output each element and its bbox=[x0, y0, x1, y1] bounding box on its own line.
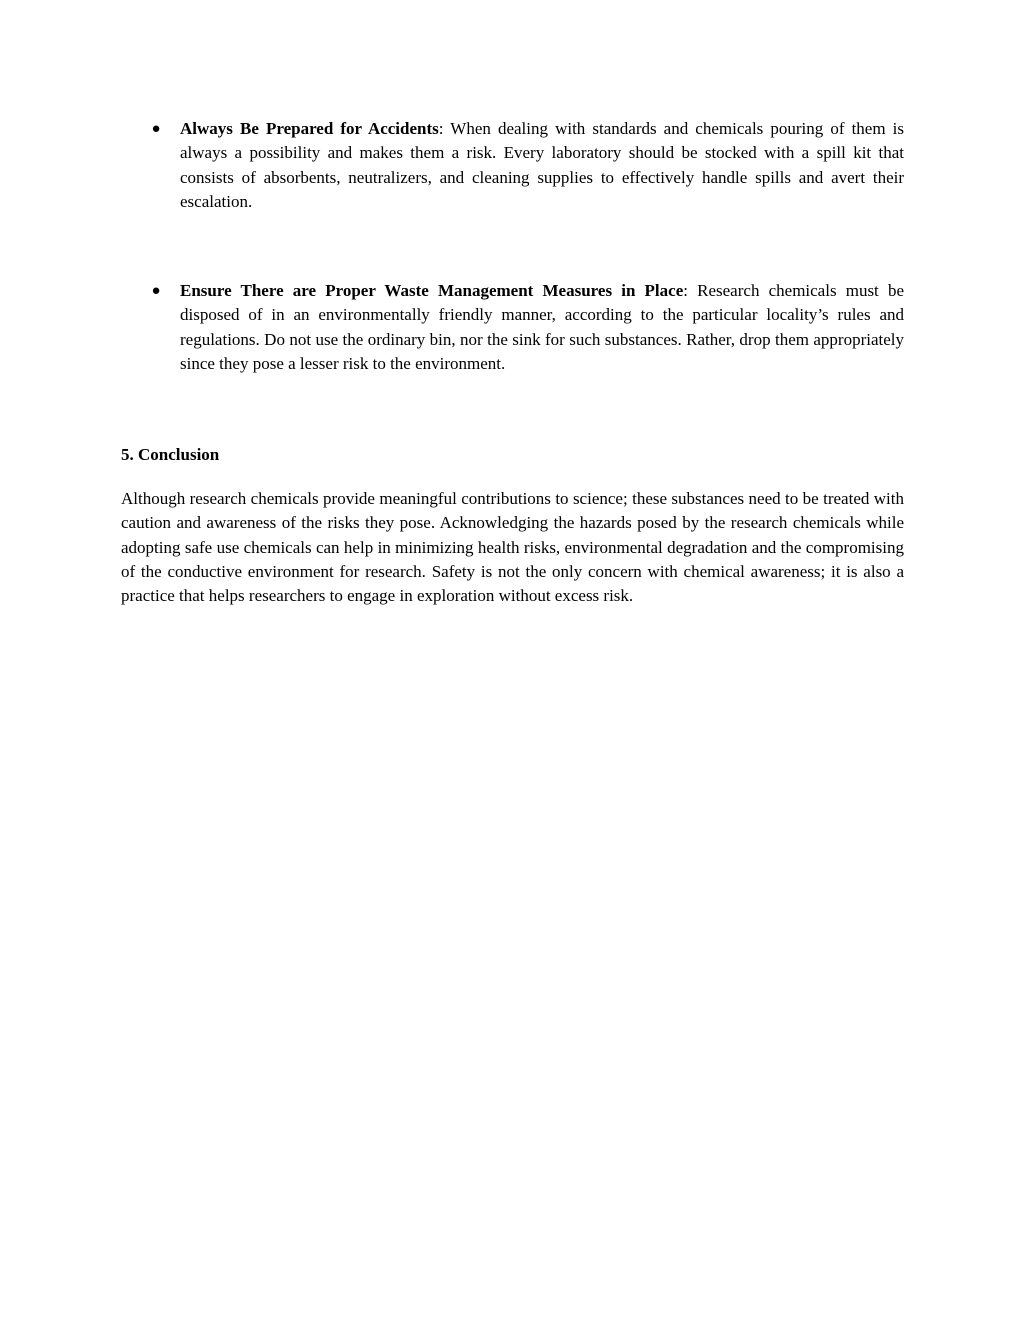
bullet-text: Research chemicals must be disposed of in an environmentally friendly manner, according to the particular locality’s rules and regulations. Do not use the ordinary bin, nor the sink for such substances. Rather, drop them appropriately since they pose a lesser risk to the environment. bbox=[180, 281, 904, 373]
bullet-item-accidents bbox=[151, 117, 904, 214]
bullet-icon: ● bbox=[151, 283, 161, 299]
bullet-title: Ensure There are Proper Waste Management Measures in Place bbox=[180, 281, 684, 300]
bullet-item-waste-management bbox=[151, 279, 904, 376]
bullet-separator: : bbox=[438, 119, 444, 138]
bullet-icon: ● bbox=[151, 121, 161, 137]
conclusion-paragraph: Although research chemicals provide meaningful contributions to science; these substances need to be treated with caution and awareness of the risks they pose. Acknowledging the hazards posed by the research chemicals while adopting safe use chemicals can help in minimizing health risks, environmental degradation and the compromising of the conductive environment for research. Safety is not the only concern with chemical awareness; it is also a practice that helps researchers to engage in exploration without excess risk. bbox=[121, 489, 904, 606]
section-heading-conclusion: 5. Conclusion bbox=[121, 445, 220, 464]
bullet-text: When dealing with standards and chemicals pouring of them is always a possibility and makes them a risk. Every laboratory should be stocked with a spill kit that consists of absorbents, neutralizers, and cleaning supplies to effectively handle spills and avert their escalation. bbox=[180, 119, 904, 211]
bullet-separator: : bbox=[683, 281, 688, 300]
bullet-title: Always Be Prepared for Accidents bbox=[180, 119, 439, 138]
